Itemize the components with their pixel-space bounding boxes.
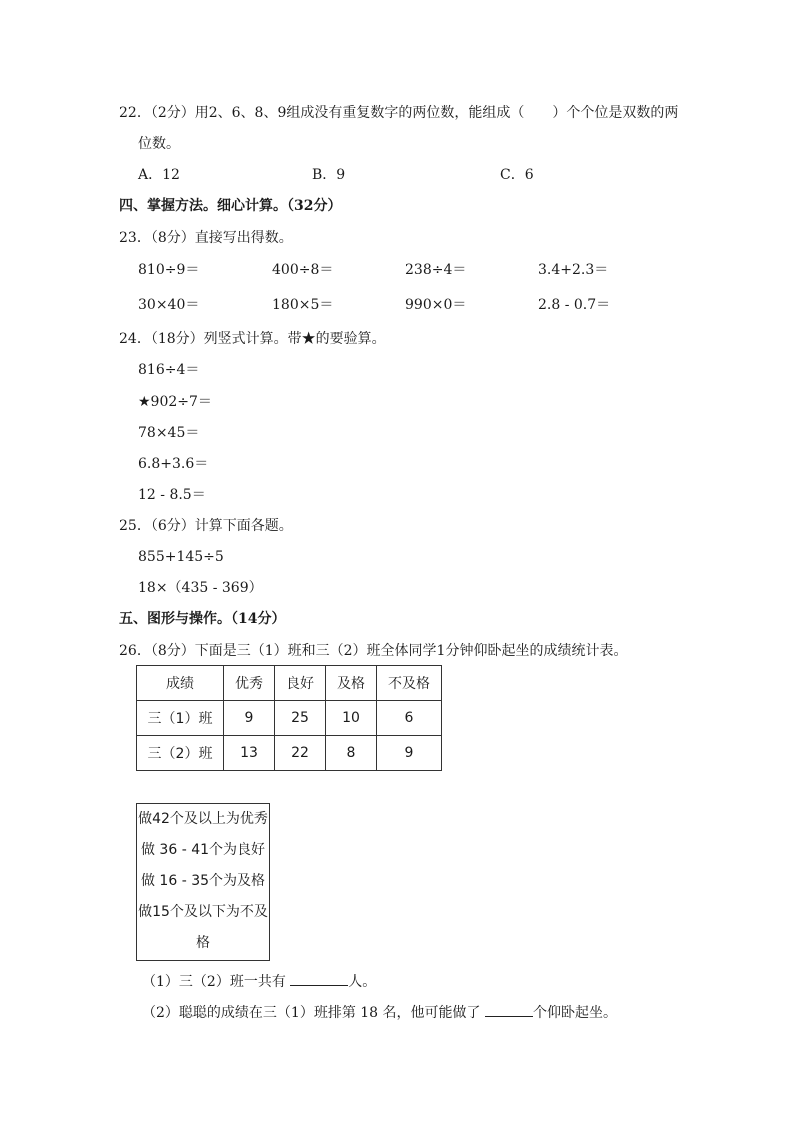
table-row <box>137 736 442 771</box>
q23-expr-8: 2.8 - 0.7＝ <box>538 297 611 313</box>
q22-stem-line1: 22．（2分）用2、6、8、9组成没有重复数字的两位数，能组成（ ）个个位是双数的两 <box>119 105 679 121</box>
section-4-heading: 四、掌握方法。细心计算。（32分） <box>119 198 342 214</box>
q23-expr-6: 180×5＝ <box>272 297 334 313</box>
score-table-header-row <box>137 666 442 701</box>
value-cell: 22 <box>275 736 326 771</box>
value-cell: 6 <box>377 701 442 736</box>
q26-sub1-suffix: 人。 <box>348 974 377 990</box>
criteria-line: 格 <box>196 935 210 951</box>
q26-title: 26．（8分）下面是三（1）班和三（2）班全体同学1分钟仰卧起坐的成绩统计表。 <box>119 643 628 659</box>
header-cell: 不及格 <box>377 666 442 701</box>
value-cell: 8 <box>326 736 377 771</box>
q24-item-4: 6.8+3.6＝ <box>138 456 209 472</box>
q23-expr-1: 810÷9＝ <box>138 262 200 278</box>
q22-option-b: B．9 <box>312 167 346 183</box>
header-cell: 成绩 <box>137 666 224 701</box>
q24-title: 24．（18分）列竖式计算。带★的要验算。 <box>119 331 386 347</box>
q26-sub2-text: （2）聪聪的成绩在三（1）班排第 18 名，他可能做了 <box>142 1005 481 1021</box>
q23-expr-5: 30×40＝ <box>138 297 200 313</box>
header-cell: 优秀 <box>224 666 275 701</box>
value-cell: 25 <box>275 701 326 736</box>
q25-item-2: 18×（435 - 369） <box>138 580 263 596</box>
q24-item-2: ★902÷7＝ <box>138 394 212 410</box>
q23-expr-4: 3.4+2.3＝ <box>538 262 609 278</box>
q26-sub1-answer-blank[interactable] <box>290 969 348 986</box>
q23-expr-7: 990×0＝ <box>405 297 467 313</box>
q23-title: 23．（8分）直接写出得数。 <box>119 230 293 246</box>
value-cell: 9 <box>377 736 442 771</box>
section-5-heading: 五、图形与操作。（14分） <box>119 611 286 627</box>
q26-sub1 <box>142 969 376 992</box>
grading-criteria-box <box>136 803 270 961</box>
q22-option-a: A．12 <box>138 167 180 183</box>
q26-sub1-text: （1）三（2）班一共有 <box>142 974 286 990</box>
q22-option-c: C．6 <box>500 167 534 183</box>
score-table <box>136 665 442 771</box>
class-name-cell: 三（1）班 <box>137 701 224 736</box>
q26-sub2-answer-blank[interactable] <box>485 1000 533 1017</box>
q24-item-3: 78×45＝ <box>138 425 200 441</box>
q23-expr-3: 238÷4＝ <box>405 262 467 278</box>
q24-item-1: 816÷4＝ <box>138 362 200 378</box>
q24-item-5: 12 - 8.5＝ <box>138 487 206 503</box>
criteria-line: 做 16 - 35个为及格 <box>140 873 266 889</box>
q25-title: 25．（6分）计算下面各题。 <box>119 518 293 534</box>
q25-item-1: 855+145÷5 <box>138 549 224 565</box>
value-cell: 9 <box>224 701 275 736</box>
value-cell: 10 <box>326 701 377 736</box>
q26-sub2-suffix: 个仰卧起坐。 <box>532 1005 617 1021</box>
header-cell: 良好 <box>275 666 326 701</box>
criteria-line: 做15个及以下为不及 <box>138 904 268 920</box>
q23-expr-2: 400÷8＝ <box>272 262 334 278</box>
header-cell: 及格 <box>326 666 377 701</box>
value-cell: 13 <box>224 736 275 771</box>
table-row <box>137 701 442 736</box>
criteria-line: 做 36 - 41个为良好 <box>140 842 266 858</box>
class-name-cell: 三（2）班 <box>137 736 224 771</box>
criteria-line: 做42个及以上为优秀 <box>138 811 268 827</box>
q22-stem-line2: 位数。 <box>138 136 180 152</box>
q26-sub2 <box>142 1000 617 1023</box>
